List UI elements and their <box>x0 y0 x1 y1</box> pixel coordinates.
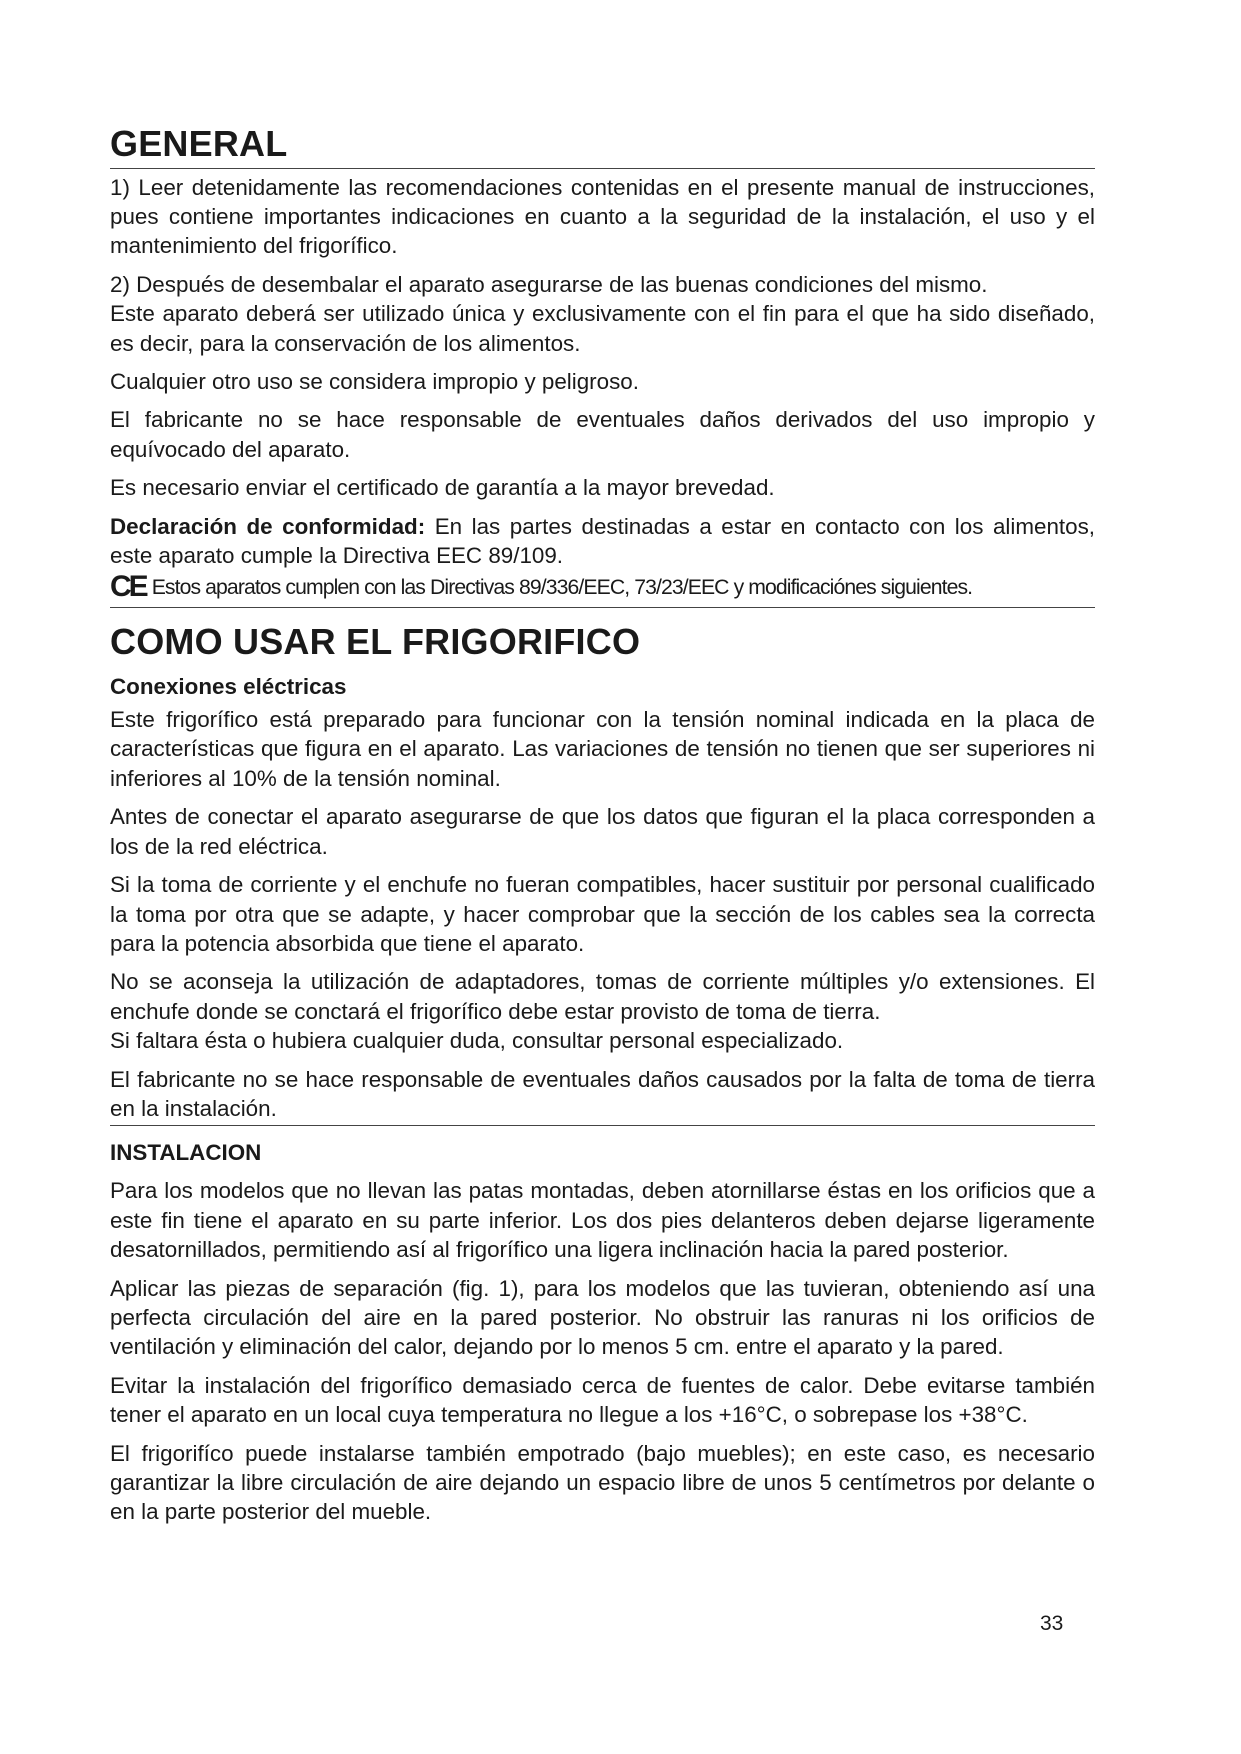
paragraph: El fabricante no se hace responsable de eventuales daños derivados del uso impropio y equívocado del aparato. <box>110 407 1095 462</box>
paragraph: Si la toma de corriente y el enchufe no fueran compatibles, hacer sustituir por personal cualificado la toma por otra que se adapte, y hacer comprobar que la sección de los cables sea la correcta para la potencia absorbida que tiene el aparato. <box>110 872 1095 956</box>
ce-text: Estos aparatos cumplen con las Directivas 89/336/EEC, 73/23/EEC y modificaciónes siguientes. <box>151 576 973 600</box>
paragraph: Antes de conectar el aparato asegurarse de que los datos que figuran el la placa corresponden a los de la red eléctrica. <box>110 804 1095 859</box>
paragraph: Este aparato deberá ser utilizado única y exclusivamente con el fin para el que ha sido diseñado, es decir, para la conservación de los alimentos. <box>110 301 1095 356</box>
paragraph: Evitar la instalación del frigorífico demasiado cerca de fuentes de calor. Debe evitarse también tener el aparato en un local cuya temperatura no llegue a los +16°C, o sobrepase los +38°C. <box>110 1372 1095 1428</box>
paragraph: Aplicar las piezas de separación (fig. 1), para los modelos que las tuvieran, obteniendo así una perfecta circulación del aire en la pared posterior. No obstruir las ranuras ni los orificios de ventilación y eliminación del calor, dejando por lo menos 5 cm. entre el aparato y la pared. <box>110 1275 1095 1360</box>
paragraph: Cualquier otro uso se considera impropio y peligroso. <box>110 369 639 395</box>
paragraph: Este frigorífico está preparado para funcionar con la tensión nominal indicada en la placa de características que figura en el aparato. Las variaciones de tensión no tienen que ser superiores ni inferiores al 10% de la tensión nominal. <box>110 707 1095 791</box>
declaration-paragraph <box>110 512 1095 571</box>
page-content <box>110 0 1095 1527</box>
ce-statement <box>110 570 1095 603</box>
paragraph: Si faltara ésta o hubiera cualquier duda, consultar personal especializado. <box>110 1028 844 1054</box>
paragraph: El fabricante no se hace responsable de eventuales daños causados por la falta de toma de tierra en la instalación. <box>110 1066 1095 1121</box>
section-title-como-usar: COMO USAR EL FRIGORIFICO <box>110 621 641 663</box>
paragraph: Para los modelos que no llevan las patas montadas, deben atornillarse éstas en los orificios que a este fin tiene el aparato en su parte inferior. Los dos pies delanteros deben dejarse ligeramente desatornillados, permitiendo así al frigorífico una ligera inclinación hacia la pared posterior. <box>110 1178 1095 1263</box>
paragraph: El frigorifíco puede instalarse también empotrado (bajo muebles); en este caso, es necesario garantizar la libre circulación de aire dejando un espacio libre de unos 5 centímetros por delante o en la parte posterior del mueble. <box>110 1440 1095 1525</box>
subheading-instalacion: INSTALACION <box>110 1140 262 1166</box>
subheading-conexiones: Conexiones eléctricas <box>110 674 347 700</box>
declaration-text: En las partes destinadas a estar en contacto con los alimentos, este aparato cumple la Directiva EEC 89/109. <box>110 513 1095 569</box>
paragraph: 1) Leer detenidamente las recomendaciones contenidas en el presente manual de instrucciones, pues contiene importantes indicaciones en cuanto a la seguridad de la instalación, el uso y el mantenimiento del frigorífico. <box>110 174 1095 259</box>
paragraph: 2) Después de desembalar el aparato asegurarse de las buenas condiciones del mismo. <box>110 271 988 297</box>
paragraph: No se aconseja la utilización de adaptadores, tomas de corriente múltiples y/o extensiones. El enchufe donde se conctará el frigorífico debe estar provisto de toma de tierra. <box>110 969 1095 1024</box>
page-number: 33 <box>1040 1612 1064 1635</box>
ce-mark-icon: CE <box>110 570 146 604</box>
declaration-label: Declaración de conformidad: <box>110 513 426 539</box>
paragraph: Es necesario enviar el certificado de garantía a la mayor brevedad. <box>110 475 775 501</box>
section-title-general: GENERAL <box>110 123 288 164</box>
